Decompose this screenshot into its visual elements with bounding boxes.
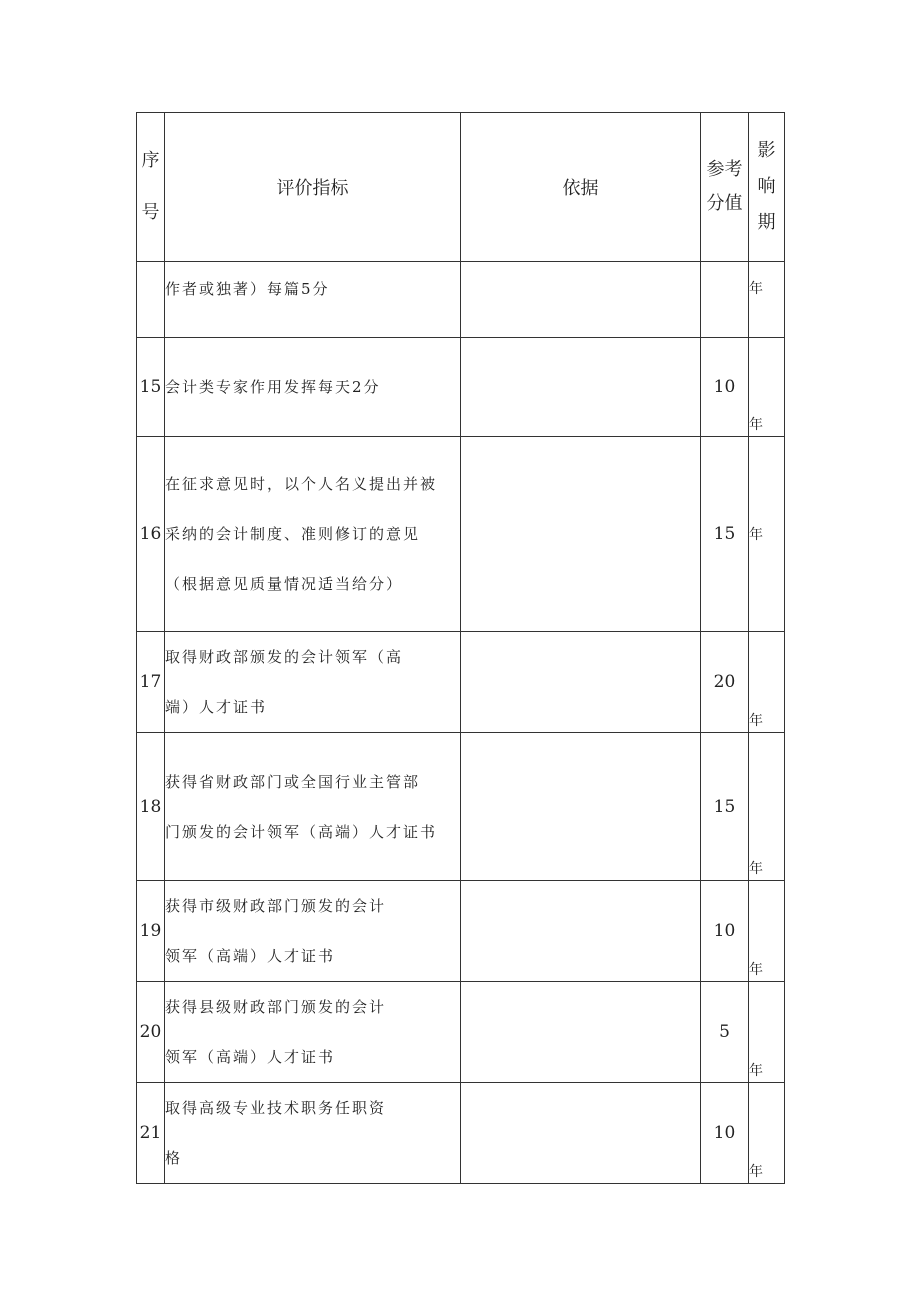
row-basis (461, 1083, 701, 1184)
row-score: 20 (701, 632, 749, 733)
row-indicator: 取得财政部颁发的会计领军（高 端）人才证书 (165, 632, 461, 733)
table-row (137, 733, 785, 881)
header-score: 参考 分值 (701, 113, 749, 262)
row-number: 17 (137, 632, 165, 733)
row-indicator: 在征求意见时，以个人名义提出并被 采纳的会计制度、准则修订的意见 （根据意见质量情况适当给分） (165, 437, 461, 632)
row-period: 年 (749, 1083, 785, 1184)
row-number: 15 (137, 338, 165, 437)
row-period: 年 (749, 982, 785, 1083)
row-period: 年 (749, 262, 785, 338)
evaluation-table (136, 112, 785, 1184)
row-basis (461, 338, 701, 437)
row-number (137, 262, 165, 338)
row-basis (461, 437, 701, 632)
row-basis (461, 733, 701, 881)
row-score: 10 (701, 1083, 749, 1184)
row-period: 年 (749, 733, 785, 881)
row-number: 20 (137, 982, 165, 1083)
row-basis (461, 632, 701, 733)
row-basis (461, 982, 701, 1083)
table-row (137, 338, 785, 437)
row-basis (461, 881, 701, 982)
row-period: 年 (749, 338, 785, 437)
row-indicator: 取得高级专业技术职务任职资 格 (165, 1083, 461, 1184)
header-indicator: 评价指标 (165, 113, 461, 262)
row-number: 16 (137, 437, 165, 632)
row-indicator: 会计类专家作用发挥每天2分 (165, 338, 461, 437)
table-row (137, 982, 785, 1083)
row-period: 年 (749, 881, 785, 982)
header-no: 序 号 (137, 113, 165, 262)
header-basis: 依据 (461, 113, 701, 262)
row-indicator: 获得县级财政部门颁发的会计 领军（高端）人才证书 (165, 982, 461, 1083)
row-indicator: 获得市级财政部门颁发的会计 领军（高端）人才证书 (165, 881, 461, 982)
row-number: 18 (137, 733, 165, 881)
row-indicator: 获得省财政部门或全国行业主管部 门颁发的会计领军（高端）人才证书 (165, 733, 461, 881)
header-period: 影 响 期 (749, 113, 785, 262)
table-row (137, 881, 785, 982)
table-row (137, 262, 785, 338)
row-number: 21 (137, 1083, 165, 1184)
row-score: 10 (701, 338, 749, 437)
header-row (137, 113, 785, 262)
table-row (137, 1083, 785, 1184)
row-indicator: 作者或独著）每篇5分 (165, 262, 461, 338)
row-score: 15 (701, 733, 749, 881)
row-score (701, 262, 749, 338)
row-score: 15 (701, 437, 749, 632)
row-score: 5 (701, 982, 749, 1083)
row-period: 年 (749, 632, 785, 733)
row-number: 19 (137, 881, 165, 982)
table-row (137, 632, 785, 733)
table-row (137, 437, 785, 632)
row-period: 年 (749, 437, 785, 632)
row-basis (461, 262, 701, 338)
row-score: 10 (701, 881, 749, 982)
